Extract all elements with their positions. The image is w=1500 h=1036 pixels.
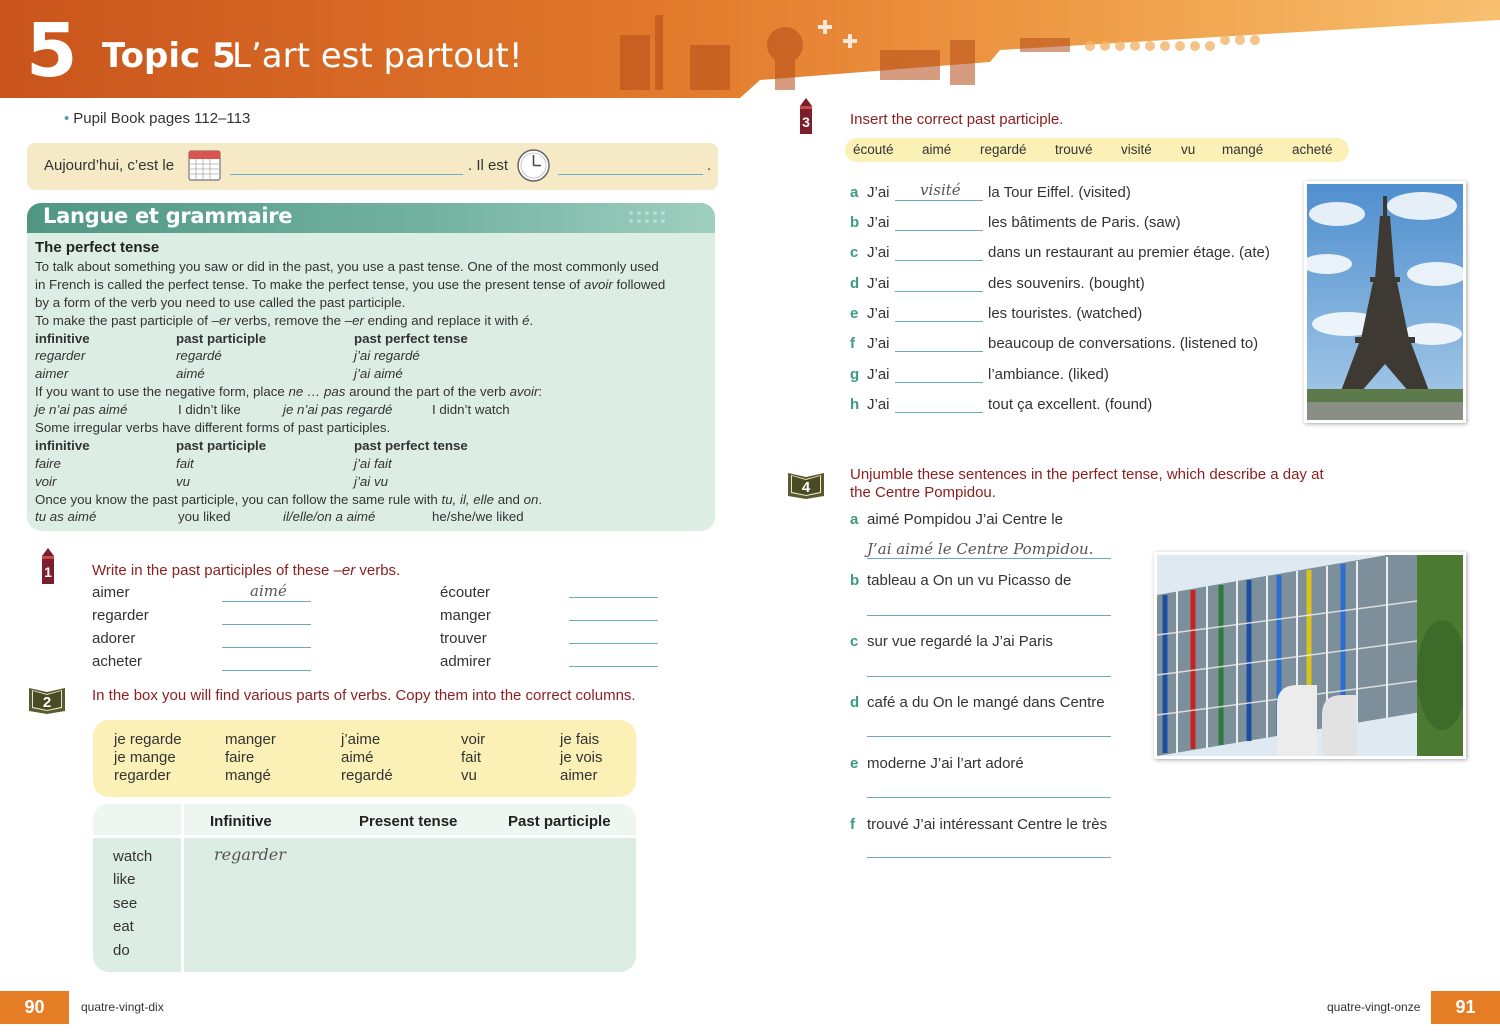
clock-icon [516,148,551,183]
table-row-label: see [113,895,138,912]
column-header: Present tense [359,813,458,830]
exercise-item: c J’ai dans un restaurant au premier étage. (ate) [850,244,1270,261]
answer-line[interactable] [895,321,983,322]
date-bar-end: . [707,157,712,174]
bullet-icon: • [64,110,70,127]
exercise-3-title: Insert the correct past participle. [850,111,1064,128]
answer-line[interactable] [867,615,1111,616]
answer-line[interactable] [222,647,311,648]
verb-item: vu [461,767,477,784]
answer-line[interactable] [569,620,658,621]
pencil-icon [38,548,58,586]
answer-line[interactable] [569,597,658,598]
date-answer-line[interactable] [230,174,463,175]
verb-label: aimer [92,584,130,601]
grammar-para: by a form of the verb you need to use called the past participle. [35,294,406,310]
grammar-table-row: regarder regardé j’ai regardé [35,348,420,364]
date-label: Aujourd’hui, c’est le [44,157,175,174]
grammar-heading-bar [27,203,715,233]
exercise-2-title: In the box you will find various parts of verbs. Copy them into the correct columns. [92,687,636,704]
answer-line[interactable] [895,382,983,383]
page-number: 90 [0,991,69,1024]
verb-item: mangé [225,767,271,784]
exercise-item: f J’ai beaucoup de conversations. (listened to) [850,335,1259,352]
verb-label: admirer [440,653,491,670]
grammar-table-row: voir vu j’ai vu [35,473,388,489]
centre-pompidou-photo [1154,552,1466,759]
answer-line[interactable] [867,857,1111,858]
exercise-4-title: Unjumble these sentences in the perfect tense, which describe a day at the Centre Pompidou. [850,466,1324,501]
verb-item: aimé [341,749,374,766]
table-row-label: do [113,942,130,959]
grammar-para: To make the past participle of –er verbs, remove the –er ending and replace it with é. [35,312,534,328]
exercise-4-badge [786,469,826,504]
verb-label: manger [440,607,491,624]
exercise-item: h J’ai tout ça excellent. (found) [850,396,1153,413]
verb-label: acheter [92,653,143,670]
word-chip: visité [1121,142,1152,157]
verb-item: j’aime [341,731,381,748]
word-chip: écouté [853,142,894,157]
pencil-icon [796,98,816,136]
time-answer-line[interactable] [558,174,703,175]
grammar-table-header: infinitive past participle past perfect tense [35,437,468,453]
exercise-item: d J’ai des souvenirs. (bought) [850,275,1145,292]
verb-item: je fais [560,731,600,748]
grammar-example-row: je n’ai pas aimé I didn’t like je n’ai pas regardé I didn’t watch [35,402,510,418]
exercise-item: b J’ai les bâtiments de Paris. (saw) [850,214,1181,231]
svg-text:3: 3 [802,114,810,130]
dot-pattern-icon [627,209,707,231]
verb-item: faire [225,749,255,766]
grammar-table-header: infinitive past participle past perfect tense [35,330,468,346]
answer-line[interactable] [222,601,311,602]
answer-line[interactable] [569,643,658,644]
verb-item: aimer [560,767,598,784]
answer-line[interactable] [895,260,983,261]
answer-line[interactable] [895,200,983,201]
verb-item: je regarde [114,731,182,748]
grammar-box [27,203,715,531]
grammar-para: in French is called the perfect tense. To make the perfect tense, you use the present tense of avoir followed [35,276,666,292]
verb-item: regardé [341,767,393,784]
example-answer: J’ai aimé le Centre Pompidou. [867,540,1094,558]
answer-line[interactable] [222,624,311,625]
answer-line[interactable] [867,676,1111,677]
column-header: Past participle [508,813,611,830]
topic-number: 5 [26,8,78,94]
topic-label: Topic 5 [102,36,236,76]
word-chip: mangé [1222,142,1264,157]
exercise-1-title: Write in the past participles of these –er verbs. [92,562,401,579]
answer-line[interactable] [867,736,1111,737]
verb-item: manger [225,731,276,748]
svg-text:2: 2 [42,694,52,711]
grammar-para: Some irregular verbs have different forms of past participles. [35,420,391,435]
topic-banner [0,0,1500,100]
verb-item: je mange [114,749,176,766]
answer-line[interactable] [867,797,1111,798]
word-chip: acheté [1292,142,1333,157]
example-answer: visité [920,181,961,199]
exercise-2-badge [27,684,67,719]
svg-text:1: 1 [44,564,52,580]
word-chip: trouvé [1055,142,1093,157]
grammar-para: Once you know the past participle, you can follow the same rule with tu, il, elle and on. [35,491,543,507]
exercise-3-badge [796,98,816,141]
verb-item: regarder [114,767,171,784]
example-answer: regarder [214,845,286,864]
book-icon [786,469,826,499]
answer-line[interactable] [867,558,1111,559]
verb-label: adorer [92,630,136,647]
topic-title: L’art est partout! [232,36,523,76]
svg-text:4: 4 [801,479,811,496]
column-header: Infinitive [210,813,272,830]
grammar-table-row: faire fait j’ai fait [35,455,392,471]
word-bank [845,138,1349,162]
answer-line[interactable] [895,230,983,231]
word-chip: aimé [922,142,952,157]
exercise-1-badge [38,548,58,591]
grammar-heading: Langue et grammaire [43,204,293,228]
page-number-words: quatre-vingt-onze [1327,1000,1421,1014]
verb-label: écouter [440,584,491,601]
verb-box [93,720,636,797]
table-row-label: watch [113,848,153,865]
answer-line[interactable] [895,412,983,413]
verb-item: fait [461,749,482,766]
exercise-1-grid [92,582,672,674]
word-chip: vu [1181,142,1196,157]
centre-pompidou-image [1157,555,1463,756]
date-bar [27,143,718,190]
answer-line[interactable] [222,670,311,671]
answer-line[interactable] [895,291,983,292]
answer-line[interactable] [895,351,983,352]
grammar-para: To talk about something you saw or did in the past, you use a past tense. One of the most commonly used [35,258,659,274]
verb-item: je vois [560,749,603,766]
exercise-item: g J’ai l’ambiance. (liked) [850,366,1109,383]
grammar-body [35,239,711,526]
grammar-example-row: tu as aimé you liked il/elle/on a aimé he/she/we liked [35,509,524,525]
page-number: 91 [1431,991,1500,1024]
verb-item: voir [461,731,486,748]
eiffel-tower-photo [1304,181,1466,423]
verb-columns-table [93,804,636,972]
answer-line[interactable] [569,666,658,667]
time-label: . Il est [468,157,509,174]
exercise-item: a J’ai visité la Tour Eiffel. (visited) [850,181,1131,201]
exercise-item: e J’ai les touristes. (watched) [850,305,1143,322]
verb-label: regarder [92,607,149,624]
calendar-icon [188,148,221,181]
grammar-para: If you want to use the negative form, place ne … pas around the part of the verb avoir: [35,384,543,400]
page-number-words: quatre-vingt-dix [81,1000,164,1014]
grammar-subheading: The perfect tense [35,239,160,256]
word-chip: regardé [980,142,1027,157]
table-row-label: eat [113,918,134,935]
verb-label: trouver [440,630,487,647]
grammar-table-row: aimer aimé j’ai aimé [35,366,403,382]
table-row-label: like [113,871,136,888]
eiffel-tower-image [1307,184,1463,420]
book-icon [27,684,67,714]
pupil-book-reference: • Pupil Book pages 112–113 [64,110,251,127]
example-answer: aimé [250,582,287,600]
